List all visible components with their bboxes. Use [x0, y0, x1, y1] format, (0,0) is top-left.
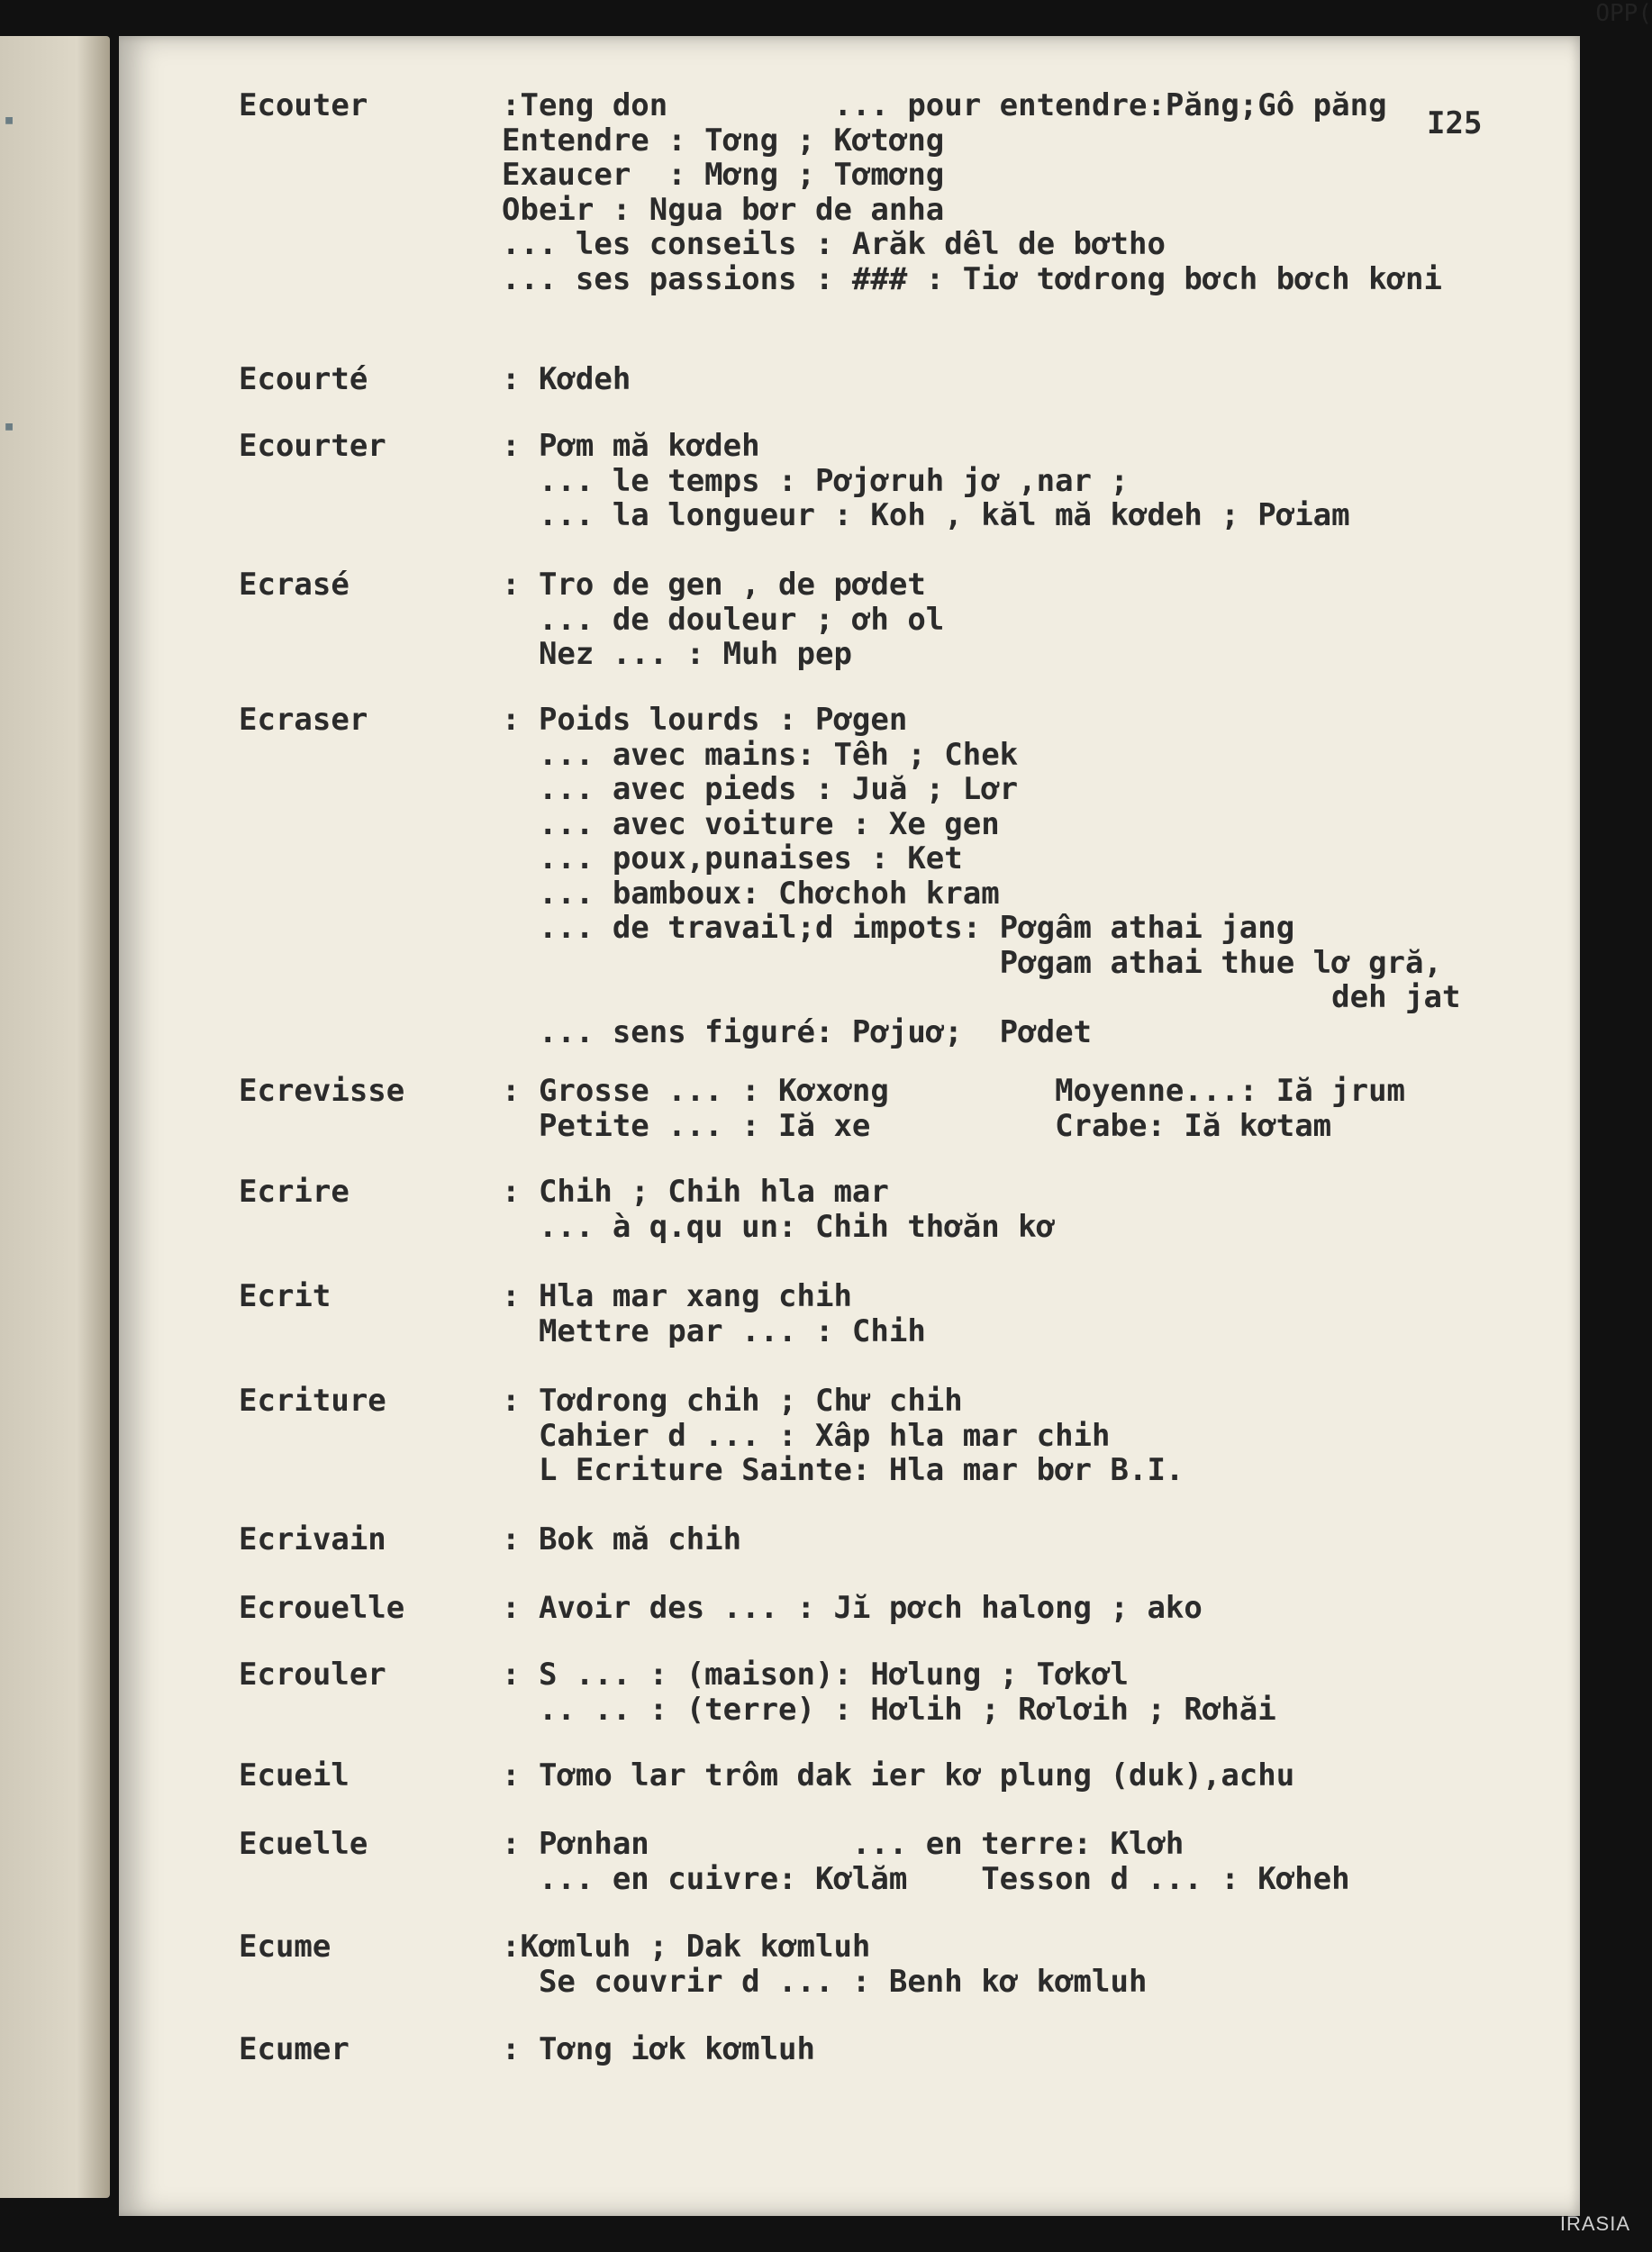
definition-line: Exaucer : Mơng ; Tơmơng — [502, 157, 945, 193]
entry-term: Ecrire — [239, 1174, 349, 1210]
left-page-edge — [0, 36, 110, 2198]
definition-line: ... de travail;d impots: Pơgâm athai jang — [502, 910, 1295, 946]
entry-definitions — [502, 1591, 1565, 1626]
definition-line: ... avec mains: Têh ; Chek — [502, 736, 1019, 773]
entry-definitions — [502, 88, 1565, 296]
entry-term: Ecuelle — [239, 1826, 368, 1862]
entry-term: Ecourter — [239, 428, 386, 464]
definition-line: : Kơdeh — [502, 361, 631, 397]
entry-definitions — [502, 568, 1565, 672]
entry-definitions — [502, 1074, 1565, 1143]
entry-term: Ecrouler — [239, 1657, 386, 1693]
entry-definitions — [502, 2032, 1565, 2067]
definition-line: deh jat — [502, 979, 1461, 1015]
entry-term: Ecrouelle — [239, 1590, 405, 1626]
entry-term: Ecrit — [239, 1278, 331, 1314]
entry-definitions — [502, 1758, 1565, 1793]
definition-line: .. .. : (terre) : Hơlih ; Rơlơih ; Rơhăi — [502, 1691, 1276, 1728]
entry-definitions — [502, 1175, 1565, 1244]
entry-definitions — [502, 362, 1565, 397]
definition-line: Cahier d ... : Xâp hla mar chih — [502, 1417, 1111, 1454]
definition-line: Nez ... : Muh pep — [502, 636, 852, 672]
left-page-mark: ▪ — [4, 414, 15, 436]
entry-definitions — [502, 1384, 1565, 1488]
definition-line: : Grosse ... : Kơxơng Moyenne...: Iă jrum — [502, 1073, 1406, 1109]
entry-definitions — [502, 1279, 1565, 1348]
entry-definitions — [502, 703, 1565, 1049]
entry-definitions — [502, 429, 1565, 533]
definition-line: ... avec voiture : Xe gen — [502, 805, 1000, 842]
entry-term: Ecueil — [239, 1757, 349, 1793]
entry-definitions — [502, 1930, 1565, 1999]
entry-definitions — [502, 1522, 1565, 1557]
definition-line: Mettre par ... : Chih — [502, 1312, 926, 1349]
definition-line: ... de douleur ; ơh ol — [502, 601, 945, 638]
entry-term: Ecourté — [239, 361, 368, 397]
definition-line: : Tơng iơk kơmluh — [502, 2031, 815, 2067]
definition-line: : Poids lourds : Pơgen — [502, 702, 908, 738]
definition-line: : Bok mă chih — [502, 1521, 742, 1557]
entry-term: Ecriture — [239, 1383, 386, 1419]
definition-line: : Tơdrong chih ; Chư chih — [502, 1383, 963, 1419]
definition-line: :Kơmluh ; Dak kơmluh — [502, 1929, 871, 1965]
watermark: IRASIA — [1559, 2212, 1630, 2235]
definition-line: : Pơm mă kơdeh — [502, 428, 760, 464]
definition-line: : Chih ; Chih hla mar — [502, 1174, 889, 1210]
definition-line: Petite ... : Iă xe Crabe: Iă kơtam — [502, 1107, 1332, 1144]
definition-line: ... la longueur : Koh , kăl mă kơdeh ; Pơiam — [502, 497, 1350, 533]
entry-term: Ecraser — [239, 702, 368, 738]
definition-line: ... ses passions : ### : Tiơ tơdrong bơch bơch kơni — [502, 260, 1442, 297]
definition-line: : Tơmo lar trôm dak ier kơ plung (duk),achu — [502, 1757, 1295, 1793]
definition-line: : Pơnhan ... en terre: Klơh — [502, 1826, 1185, 1862]
definition-line: ... sens figuré: Pơjuơ; Pơdet — [502, 1013, 1093, 1050]
entry-term: Ecrivain — [239, 1521, 386, 1557]
entry-term: Ecouter — [239, 87, 368, 123]
definition-line: L Ecriture Sainte: Hla mar bơr B.I. — [502, 1452, 1185, 1488]
page-number: I25 — [1427, 105, 1483, 141]
definition-line: : S ... : (maison): Hơlung ; Tơkơl — [502, 1657, 1129, 1693]
definition-line: Se couvrir d ... : Benh kơ kơmluh — [502, 1963, 1148, 2000]
definition-line: :Teng don ... pour entendre:Păng;Gô păng — [502, 87, 1387, 123]
entry-term: Ecume — [239, 1929, 331, 1965]
definition-line: ... avec pieds : Juă ; Lơr — [502, 771, 1019, 807]
definition-line: ... bamboux: Chơchoh kram — [502, 875, 1000, 912]
entry-term: Ecrevisse — [239, 1073, 405, 1109]
entry-term: Ecumer — [239, 2031, 349, 2067]
definition-line: ... en cuivre: Kơlăm Tesson d ... : Kơheh — [502, 1860, 1350, 1897]
definition-line: Obeir : Ngua bơr de anha — [502, 191, 945, 228]
entry-definitions — [502, 1657, 1565, 1727]
corner-fragment: OPP( — [1595, 0, 1652, 27]
definition-line: ... poux,punaises : Ket — [502, 840, 963, 876]
definition-line: ... à q.qu un: Chih thơăn kơ — [502, 1208, 1056, 1245]
definition-line: Entendre : Tơng ; Kơtơng — [502, 122, 945, 159]
left-page-mark: ▪ — [4, 108, 15, 130]
definition-line: ... les conseils : Arăk dêl de bơtho — [502, 226, 1166, 262]
definition-line: : Avoir des ... : Jĭ pơch halong ; ako — [502, 1590, 1203, 1626]
definition-line: ... le temps : Pơjơruh jơ ,nar ; — [502, 462, 1129, 499]
definition-line: Pơgam athai thue lơ gră, — [502, 944, 1442, 981]
definition-line: : Hla mar xang chih — [502, 1278, 852, 1314]
entry-term: Ecrasé — [239, 567, 349, 603]
definition-line: : Tro de gen , de pơdet — [502, 567, 926, 603]
dictionary-page — [119, 36, 1580, 2216]
entry-definitions — [502, 1827, 1565, 1896]
